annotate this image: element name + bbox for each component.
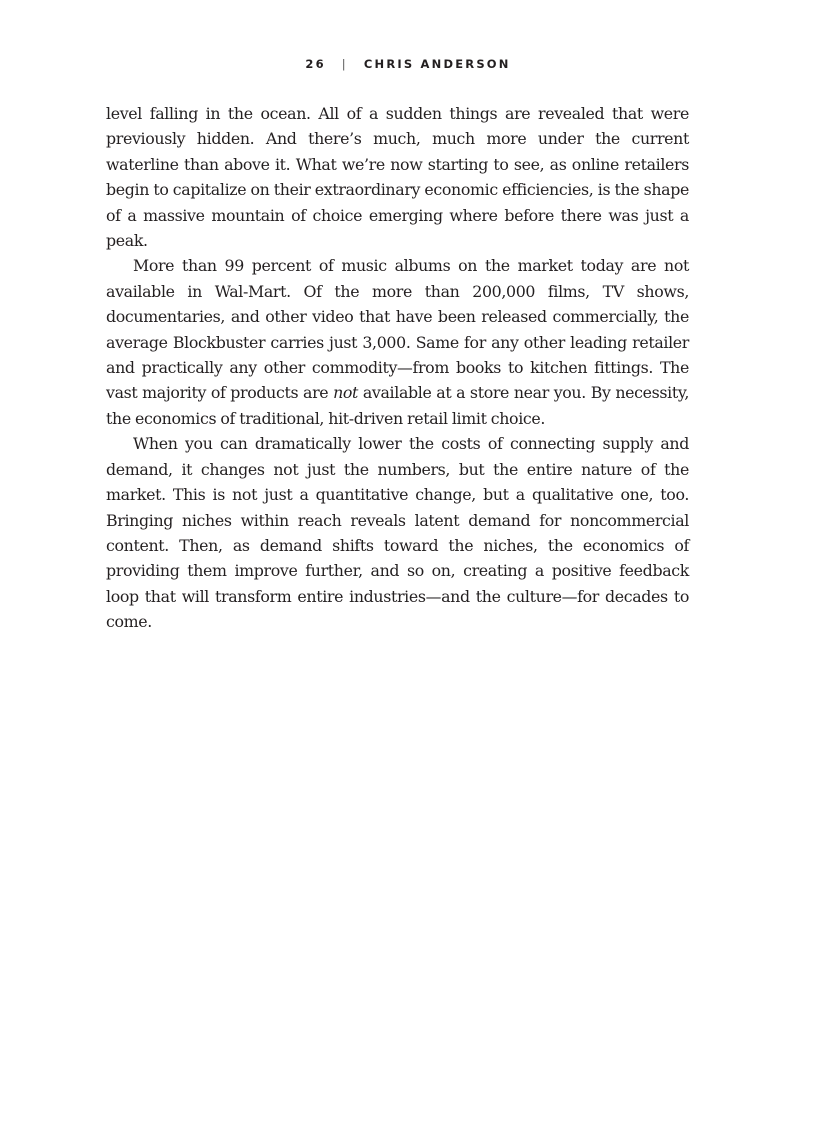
running-header xyxy=(0,57,816,71)
paragraph-2 xyxy=(106,253,689,431)
paragraph-2-text-after: available at a store near you. By necessity, the economics of traditional, hit-driven retail limit choice. xyxy=(106,383,689,428)
paragraph-2-text-before: More than 99 percent of music albums on the market today are not available in Wal-Mart. Of the more than 200,000 films, TV shows, documentaries, and other video that have been released commercially, the average Blockbuster carries just 3,000. Same for any other leading retailer and practically any other commodity—from books to kitchen fittings. The vast majority of products are xyxy=(106,256,689,403)
page-number: 26 xyxy=(305,57,326,71)
paragraph-1: level falling in the ocean. All of a sudden things are revealed that were previously hidden. And there’s much, much more under the current waterline than above it. What we’re now starting to see, as online retailers begin to capitalize on their extraordinary economic efficiencies, is the shape of a massive mountain of choice emerging where before there was just a peak. xyxy=(106,104,689,251)
author-name: CHRIS ANDERSON xyxy=(363,57,511,71)
paragraph-2-emphasis: not xyxy=(333,383,359,403)
header-separator: | xyxy=(341,57,348,71)
body-text xyxy=(106,101,689,635)
paragraph-3: When you can dramatically lower the costs of connecting supply and demand, it changes not just the numbers, but the entire nature of the market. This is not just a quantitative change, but a qualitative one, too. Bringing niches within reach reveals latent demand for noncommercial content. Then, as demand shifts toward the niches, the economics of providing them improve further, and so on, creating a positive feedback loop that will transform entire industries—and the culture—for decades to come. xyxy=(106,434,689,632)
